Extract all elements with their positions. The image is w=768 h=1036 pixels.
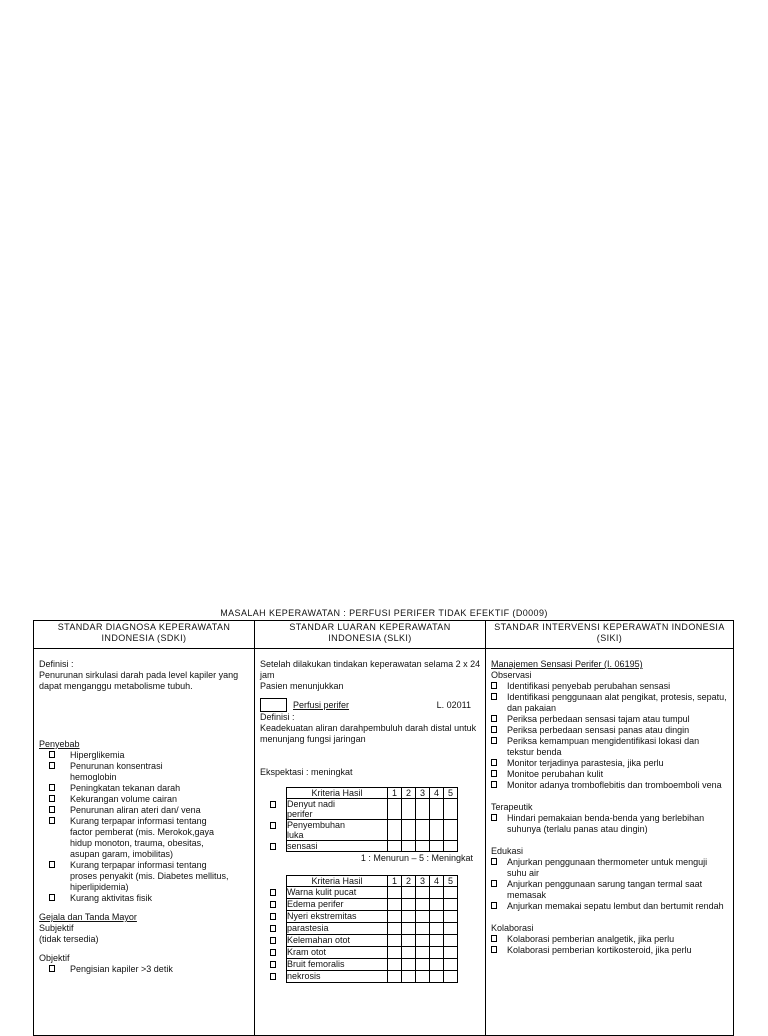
ekspektasi-text: Ekspektasi : meningkat — [260, 767, 353, 777]
checkbox-icon — [491, 858, 497, 865]
edukasi-label: Edukasi — [491, 846, 524, 856]
checkbox-icon — [491, 715, 497, 722]
sdki-cell — [34, 649, 255, 1036]
table-row: Kram otot — [287, 947, 458, 959]
perfusi-label: Perfusi perifer — [293, 699, 350, 710]
checkbox-icon — [49, 784, 55, 791]
subjektif-text: (tidak tersedia) — [39, 934, 99, 944]
sdki-definisi-text: Penurunan sirkulasi darah pada level kapiler yang dapat menganggu metabolisme tubuh. — [39, 670, 239, 691]
sdki-column — [34, 649, 254, 1035]
scale-3: 3 — [416, 788, 430, 799]
list-item: Anjurkan memakai sepatu lembut dan bertumit rendah — [491, 901, 729, 912]
scale-legend: 1 : Menurun – 5 : Meningkat — [360, 853, 473, 863]
checkbox-icon — [49, 806, 55, 813]
perfusi-box — [260, 698, 287, 712]
list-item: Identifikasi penggunaan alat pengikat, protesis, sepatu, dan pakaian — [491, 692, 729, 714]
list-item: Penurunan aliran ateri dan/ vena — [39, 805, 250, 816]
kriteria-cell: sensasi — [287, 841, 388, 852]
checkbox-icon — [270, 973, 276, 980]
checkbox-icon — [491, 946, 497, 953]
list-item: Monitoe perubahan kulit — [491, 769, 729, 780]
checkbox-icon — [270, 949, 276, 956]
list-item: Periksa kemampuan mengidentifikasi lokasi dan tekstur benda — [491, 736, 729, 758]
checkbox-icon — [491, 935, 497, 942]
list-item: Pengisian kapiler >3 detik — [39, 964, 250, 975]
checkbox-icon — [49, 762, 55, 769]
header-siki: STANDAR INTERVENSI KEPERAWATN INDONESIA (SIKI) — [486, 621, 734, 649]
kriteria-table-2 — [286, 875, 458, 983]
list-item: Identifikasi penyebab perubahan sensasi — [491, 681, 729, 692]
checkbox-icon — [491, 781, 497, 788]
scale-3: 3 — [416, 876, 430, 887]
kriteria-header: Kriteria Hasil — [287, 788, 388, 799]
checkbox-icon — [270, 925, 276, 932]
list-item: Kolaborasi pemberian analgetik, jika perlu — [491, 934, 729, 945]
slki-cell — [255, 649, 486, 1036]
scale-2: 2 — [402, 788, 416, 799]
checkbox-icon — [270, 889, 276, 896]
list-item: Kekurangan volume cairan — [39, 794, 250, 805]
list-item: Monitor terjadinya parastesia, jika perlu — [491, 758, 729, 769]
table-header-row — [287, 788, 458, 799]
sdki-definisi-label: Definisi : — [39, 659, 74, 669]
perfusi-row — [260, 698, 481, 712]
penyebab-list — [39, 750, 250, 904]
kriteria-header: Kriteria Hasil — [287, 876, 388, 887]
checkbox-icon — [270, 801, 276, 808]
checkbox-icon — [49, 894, 55, 901]
scale-5: 5 — [444, 788, 458, 799]
list-item: Monitor adanya tromboflebitis dan tromboemboli vena — [491, 780, 729, 791]
list-item: Periksa perbedaan sensasi tajam atau tumpul — [491, 714, 729, 725]
slki-intro: Setelah dilakukan tindakan keperawatan selama 2 x 24 jam — [260, 659, 481, 680]
kriteria-cell: Penyembuhan luka — [287, 820, 388, 841]
checkbox-icon — [491, 737, 497, 744]
care-plan-table — [33, 620, 734, 1036]
list-item: Kurang terpapar informasi tentang proses penyakit (mis. Diabetes mellitus, hiperlipidemia) — [39, 860, 250, 893]
list-item: Kurang terpapar informasi tentang factor pemberat (mis. Merokok,gaya hidup monoton, trauma, obesitas, asupan garam, imobilitas) — [39, 816, 250, 860]
scale-4: 4 — [430, 876, 444, 887]
observasi-label: Observasi — [491, 670, 532, 680]
penyebab-label: Penyebab — [39, 739, 80, 749]
gejala-label: Gejala dan Tanda Mayor — [39, 912, 137, 922]
header-sdki: STANDAR DIAGNOSA KEPERAWATAN INDONESIA (SDKI) — [34, 621, 255, 649]
slki-column — [255, 649, 485, 1035]
kriteria-table-1 — [286, 787, 458, 852]
table-header-row — [287, 876, 458, 887]
slki-definisi-label: Definisi : — [260, 712, 295, 722]
list-item: Kolaborasi pemberian kortikosteroid, jika perlu — [491, 945, 729, 956]
subjektif-label: Subjektif — [39, 923, 74, 933]
kriteria-cell: Denyut nadi perifer — [287, 799, 388, 820]
list-item: Kurang aktivitas fisik — [39, 893, 250, 904]
observasi-list — [491, 681, 729, 791]
table-row: Kelemahan otot — [287, 935, 458, 947]
checkbox-icon — [270, 822, 276, 829]
checkbox-icon — [491, 880, 497, 887]
slki-intro-2: Pasien menunjukkan — [260, 681, 344, 691]
terapeutik-label: Terapeutik — [491, 802, 533, 812]
checkbox-icon — [49, 817, 55, 824]
siki-cell — [486, 649, 734, 1036]
checkbox-icon — [491, 902, 497, 909]
siki-column — [486, 649, 733, 1035]
checkbox-icon — [491, 693, 497, 700]
kolaborasi-label: Kolaborasi — [491, 923, 534, 933]
slki-definisi-text: Keadekuatan aliran darahpembuluh darah distal untuk menunjang fungsi jaringan — [260, 723, 477, 744]
content-row — [34, 649, 734, 1036]
list-item: Anjurkan penggunaan sarung tangan termal saat memasak — [491, 879, 729, 901]
checkbox-icon — [491, 726, 497, 733]
checkbox-icon — [491, 759, 497, 766]
scale-5: 5 — [444, 876, 458, 887]
document-title: MASALAH KEPERAWATAN : PERFUSI PERIFER TIDAK EFEKTIF (D0009) — [220, 608, 548, 618]
checkbox-icon — [491, 770, 497, 777]
list-item: Periksa perbedaan sensasi panas atau dingin — [491, 725, 729, 736]
checkbox-icon — [49, 795, 55, 802]
header-row — [34, 621, 734, 649]
table-row — [287, 799, 458, 820]
header-slki: STANDAR LUARAN KEPERAWATAN INDONESIA (SLKI) — [255, 621, 486, 649]
scale-2: 2 — [402, 876, 416, 887]
table-row: nekrosis — [287, 971, 458, 983]
list-item: Peningkatan tekanan darah — [39, 783, 250, 794]
table-row — [287, 820, 458, 841]
checkbox-icon — [270, 901, 276, 908]
table-row — [287, 841, 458, 852]
objektif-label: Objektif — [39, 953, 70, 963]
table-row: Nyeri ekstremitas — [287, 911, 458, 923]
scale-1: 1 — [388, 876, 402, 887]
checkbox-icon — [49, 965, 55, 972]
table-row: Warna kulit pucat — [287, 887, 458, 899]
checkbox-icon — [49, 861, 55, 868]
table-row: Edema perifer — [287, 899, 458, 911]
checkbox-icon — [491, 814, 497, 821]
scale-4: 4 — [430, 788, 444, 799]
list-item: Penurunan konsentrasi hemoglobin — [39, 761, 250, 783]
scale-1: 1 — [388, 788, 402, 799]
checkbox-icon — [270, 843, 276, 850]
checkbox-icon — [49, 751, 55, 758]
checkbox-icon — [270, 961, 276, 968]
checkbox-icon — [270, 913, 276, 920]
list-item: Anjurkan penggunaan thermometer untuk menguji suhu air — [491, 857, 729, 879]
table-row: parastesia — [287, 923, 458, 935]
list-item: Hindari pemakaian benda-benda yang berlebihan suhunya (terlalu panas atau dingin) — [491, 813, 729, 835]
perfusi-code: L. 02011 — [436, 699, 471, 710]
checkbox-icon — [270, 937, 276, 944]
checkbox-icon — [491, 682, 497, 689]
list-item: Hiperglikemia — [39, 750, 250, 761]
table-row: Bruit femoralis — [287, 959, 458, 971]
manajemen-label: Manajemen Sensasi Perifer (I. 06195) — [491, 659, 643, 669]
